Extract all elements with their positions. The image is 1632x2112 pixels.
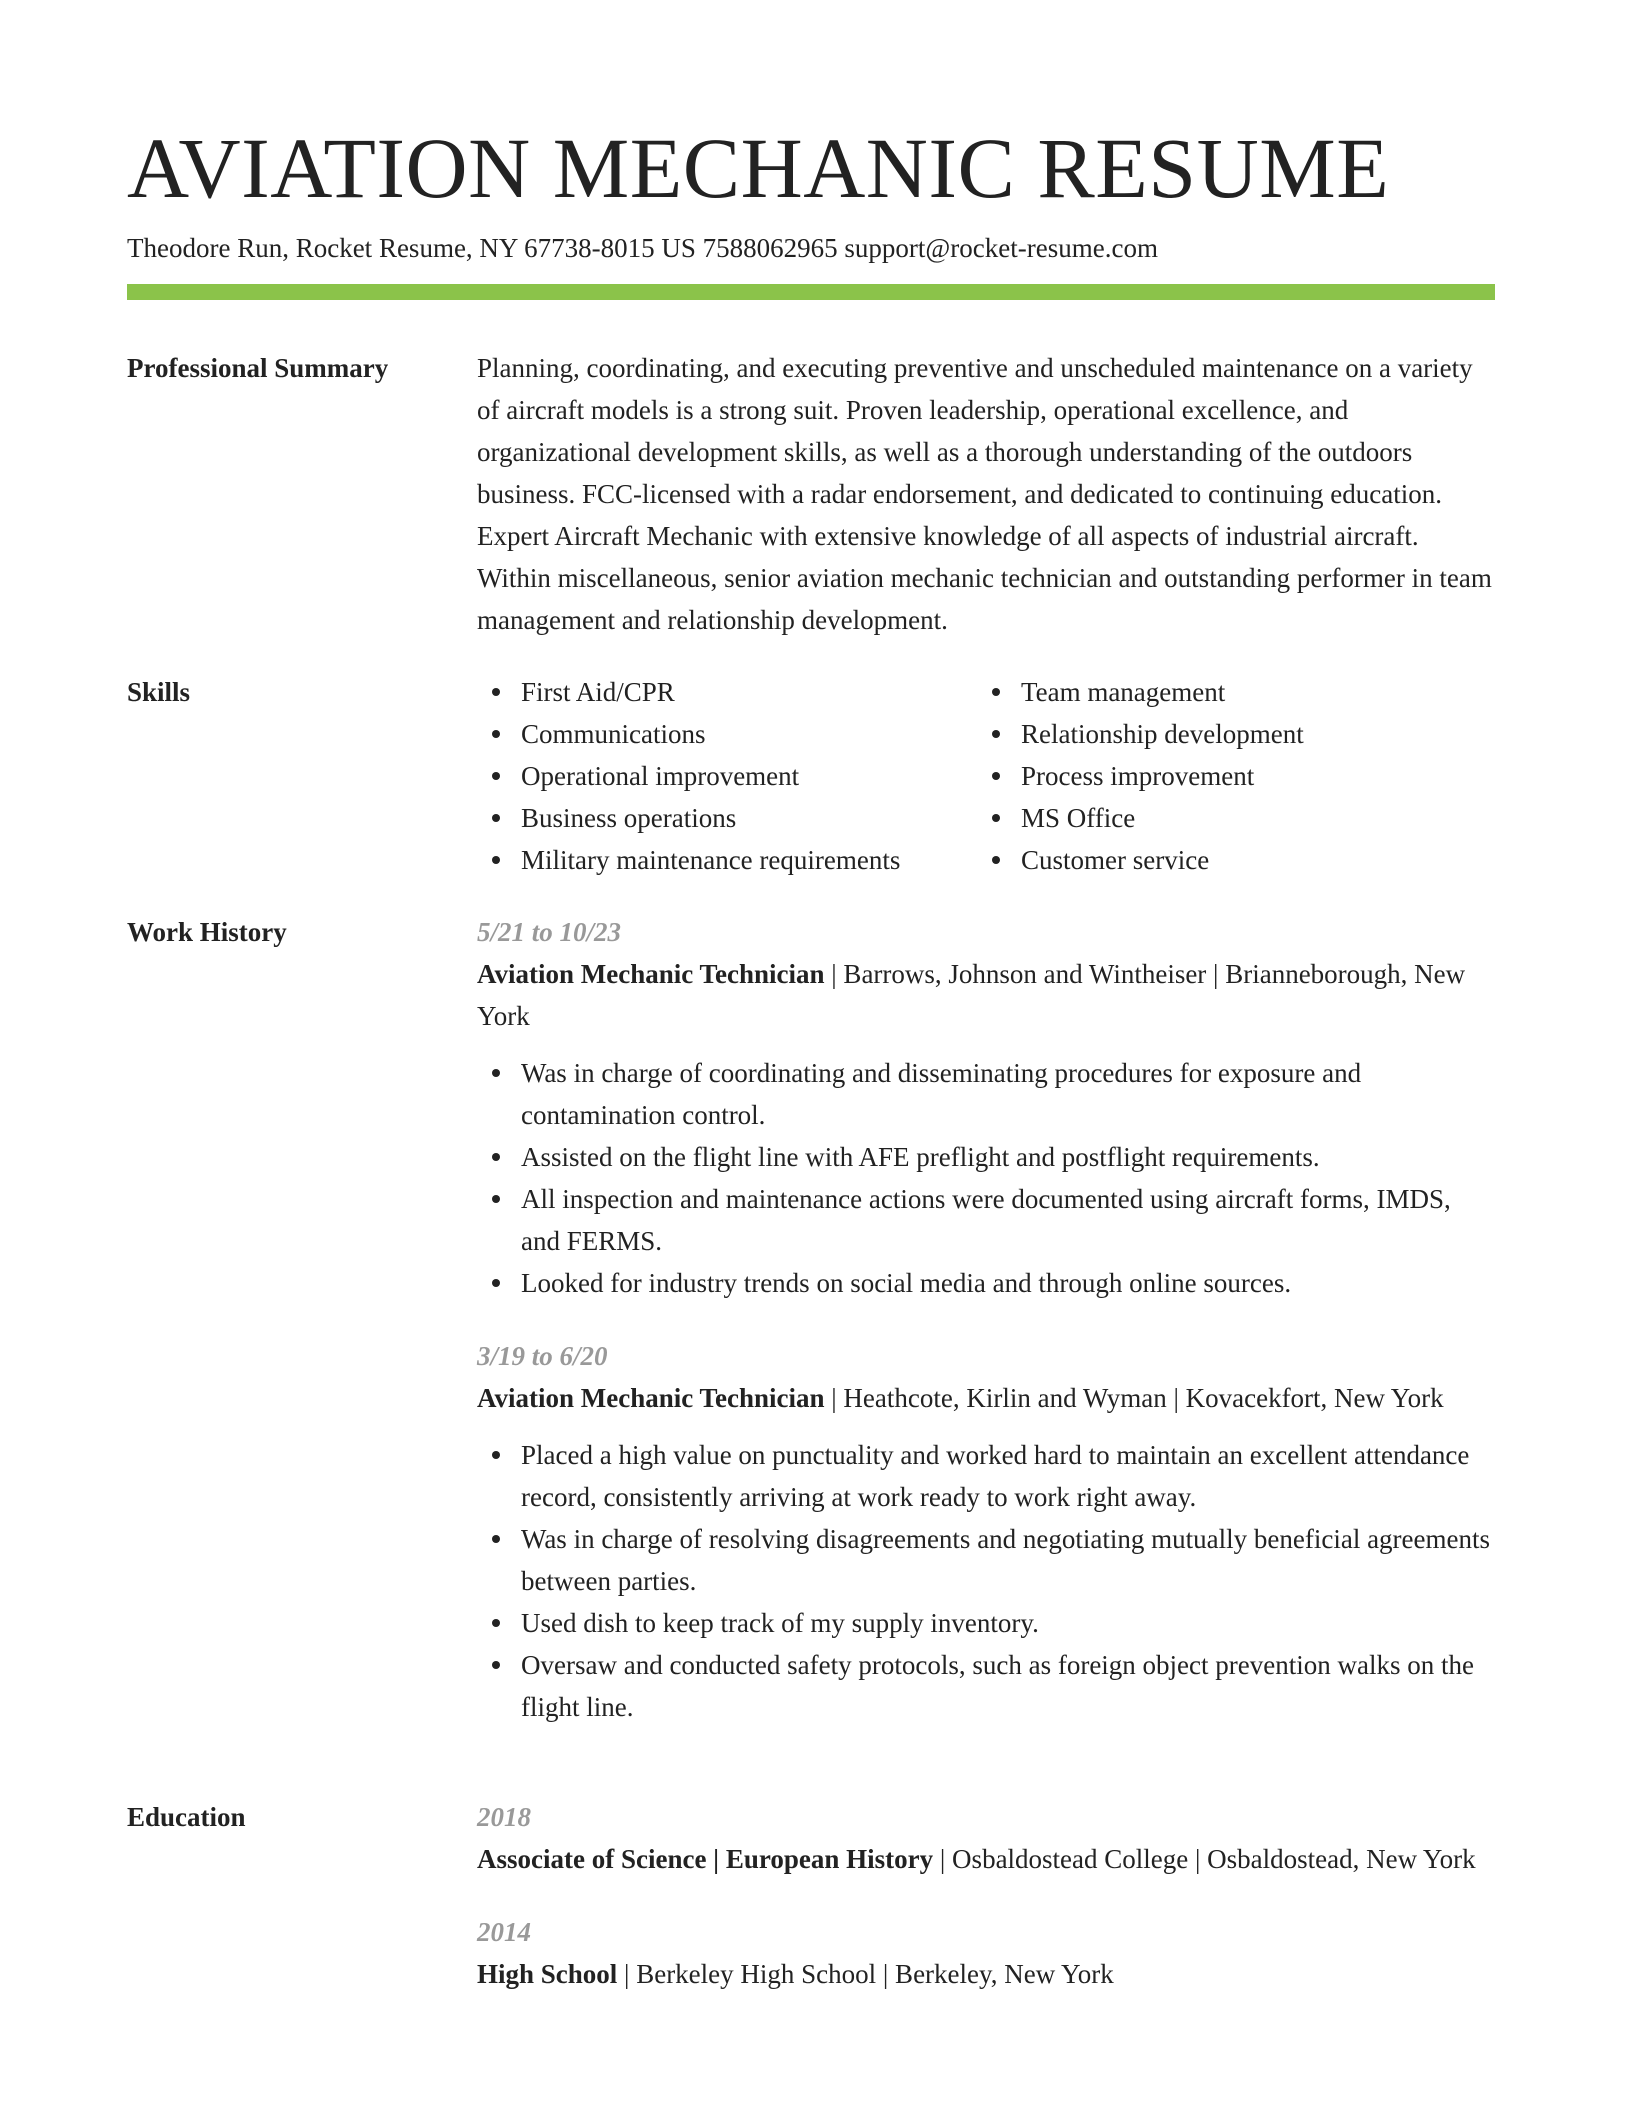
skills-heading: Skills xyxy=(127,677,191,707)
job-title: Aviation Mechanic Technician xyxy=(477,959,825,989)
skill-item: MS Office xyxy=(977,797,1477,839)
job-details: | Barrows, Johnson and Wintheiser | Brianneborough, New York xyxy=(477,959,1466,1031)
job-bullet-list xyxy=(477,1434,1495,1728)
skills-content xyxy=(477,671,1495,881)
job-details: | Heathcote, Kirlin and Wyman | Kovacekfort, New York xyxy=(824,1383,1444,1413)
job-bullet: Looked for industry trends on social media and through online sources. xyxy=(477,1262,1495,1304)
skill-item: Operational improvement xyxy=(477,755,977,797)
education-content xyxy=(477,1796,1495,2026)
job-role-line xyxy=(477,1377,1495,1419)
education-details: | Berkeley High School | Berkeley, New York xyxy=(617,1959,1114,1989)
skill-item: Business operations xyxy=(477,797,977,839)
skill-item: Military maintenance requirements xyxy=(477,839,977,881)
resume-title: AVIATION MECHANIC RESUME xyxy=(127,120,1390,216)
education-line xyxy=(477,1953,1495,1995)
education-degree: Associate of Science | European History xyxy=(477,1844,934,1874)
skill-item: Process improvement xyxy=(977,755,1477,797)
job-bullet: Was in charge of coordinating and disseminating procedures for exposure and contamination control. xyxy=(477,1052,1495,1136)
education-heading: Education xyxy=(127,1802,246,1832)
skills-list-col1 xyxy=(477,671,977,881)
job-bullet: Used dish to keep track of my supply inventory. xyxy=(477,1602,1495,1644)
education-line xyxy=(477,1838,1495,1880)
work-history-heading: Work History xyxy=(127,917,287,947)
job-bullet: Placed a high value on punctuality and worked hard to maintain an excellent attendance record, consistently arriving at work ready to work right away. xyxy=(477,1434,1495,1518)
education-date: 2018 xyxy=(477,1802,531,1832)
skill-item: First Aid/CPR xyxy=(477,671,977,713)
job-entry xyxy=(477,911,1495,1304)
job-bullet: Was in charge of resolving disagreements and negotiating mutually beneficial agreements between parties. xyxy=(477,1518,1495,1602)
job-bullet-list xyxy=(477,1052,1495,1304)
skill-item: Communications xyxy=(477,713,977,755)
summary-content xyxy=(477,347,1495,641)
work-history-content xyxy=(477,911,1495,1759)
job-title: Aviation Mechanic Technician xyxy=(477,1383,825,1413)
education-entry xyxy=(477,1796,1495,1880)
accent-divider xyxy=(127,284,1495,300)
summary-heading: Professional Summary xyxy=(127,353,389,383)
job-role-line xyxy=(477,953,1495,1037)
job-date: 3/19 to 6/20 xyxy=(477,1341,608,1371)
skill-item: Customer service xyxy=(977,839,1477,881)
summary-text: Planning, coordinating, and executing preventive and unscheduled maintenance on a variety of aircraft models is a strong suit. Proven leadership, operational excellence, and organizational development skills, as well as a thorough understanding of the outdoors business. FCC-licensed with a radar endorsement, and dedicated to continuing education. Expert Aircraft Mechanic with extensive knowledge of all aspects of industrial aircraft. Within miscellaneous, senior aviation mechanic technician and outstanding performer in team management and relationship development. xyxy=(477,353,1492,635)
job-bullet: Oversaw and conducted safety protocols, such as foreign object prevention walks on the flight line. xyxy=(477,1644,1495,1728)
skill-item: Team management xyxy=(977,671,1477,713)
job-entry xyxy=(477,1335,1495,1728)
education-details: | Osbaldostead College | Osbaldostead, New York xyxy=(933,1844,1476,1874)
job-bullet: Assisted on the flight line with AFE preflight and postflight requirements. xyxy=(477,1136,1495,1178)
skill-item: Relationship development xyxy=(977,713,1477,755)
job-date: 5/21 to 10/23 xyxy=(477,917,622,947)
job-bullet: All inspection and maintenance actions were documented using aircraft forms, IMDS, and FERMS. xyxy=(477,1178,1495,1262)
skills-list-col2 xyxy=(977,671,1477,881)
education-degree: High School xyxy=(477,1959,618,1989)
education-date: 2014 xyxy=(477,1917,531,1947)
contact-line: Theodore Run, Rocket Resume, NY 67738-8015 US 7588062965 support@rocket-resume.com xyxy=(127,233,1158,263)
education-entry xyxy=(477,1911,1495,1995)
